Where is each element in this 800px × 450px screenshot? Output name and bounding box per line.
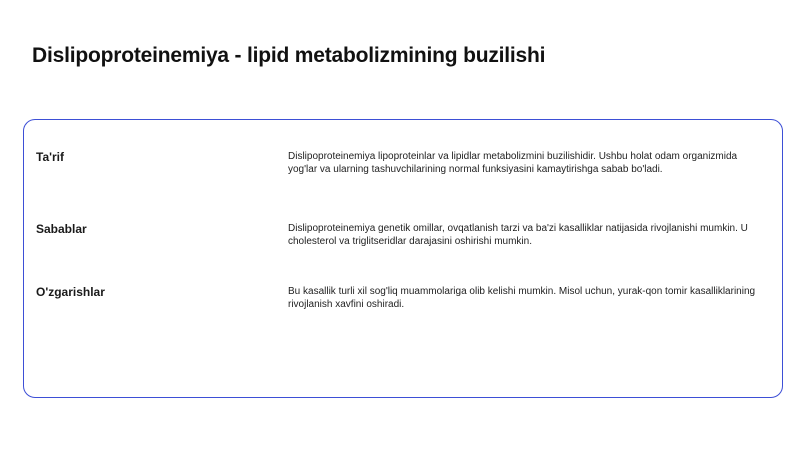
row-label-tarif: Ta'rif (36, 150, 64, 164)
row-label-ozgarishlar: O'zgarishlar (36, 285, 105, 299)
content-card (23, 119, 783, 398)
row-text-tarif: Dislipoproteinemiya lipoproteinlar va lipidlar metabolizmini buzilishidir. Ushbu holat odam organizmida yog'lar va ularning tashuvchilarining normal funksiyasini kamaytirishga sabab bo'ladi. (288, 151, 738, 175)
row-text-sabablar: Dislipoproteinemiya genetik omillar, ovqatlanish tarzi va ba'zi kasalliklar natijasida rivojlanishi mumkin. U cholesterol va triglitseridlar darajasini oshirishi mumkin. (288, 223, 748, 247)
row-label-sabablar: Sabablar (36, 222, 87, 236)
slide-title: Dislipoproteinemiya - lipid metabolizmining buzilishi (32, 44, 546, 67)
row-text-ozgarishlar: Bu kasallik turli xil sog'liq muammolariga olib kelishi mumkin. Misol uchun, yurak-qon tomir kasalliklarining rivojlanish xavfini oshiradi. (288, 286, 756, 310)
